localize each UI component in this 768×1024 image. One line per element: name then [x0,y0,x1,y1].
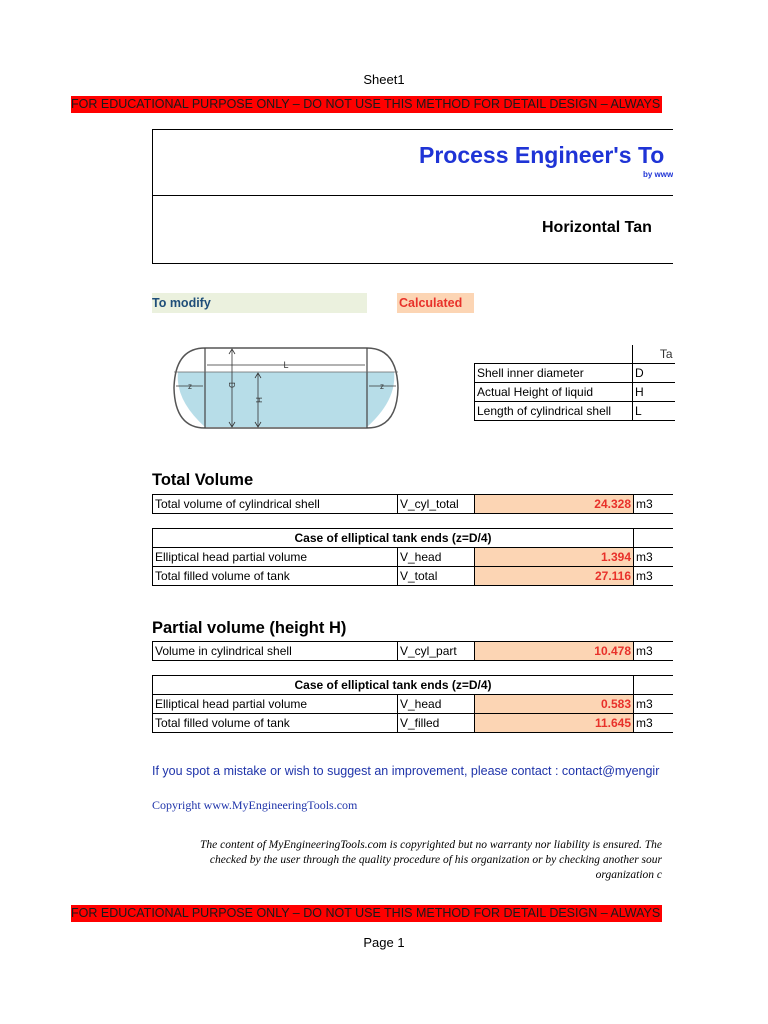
case-header: Case of elliptical tank ends (z=D/4) [153,676,634,695]
disclaimer-line: The content of MyEngineeringTools.com is copyrighted but no warranty nor liability is ensured. The [200,839,662,851]
row-unit: m3 [634,567,673,586]
row-unit: m3 [634,495,673,514]
total-volume-elliptical-table [152,528,673,586]
input-symbol: D [633,364,675,383]
copyright-link[interactable]: Copyright www.MyEngineeringTools.com [152,798,358,812]
row-unit: m3 [634,642,673,661]
input-table [474,345,675,421]
sheet-title: Sheet1 [363,72,405,87]
total-volume-title: Total Volume [152,471,254,489]
page-number: Page 1 [363,935,405,950]
case-header: Case of elliptical tank ends (z=D/4) [153,529,634,548]
app-title: Process Engineer's To [419,142,665,168]
row-name: Volume in cylindrical shell [153,642,398,661]
row-unit: m3 [634,548,673,567]
horizontal-tank-drawing [170,340,400,440]
input-name: Shell inner diameter [475,364,633,383]
sheet-subtitle: Horizontal Tan [542,219,652,236]
row-value: 10.478 [475,642,634,661]
table-row [153,714,673,733]
input-symbol: L [633,402,675,421]
tank-z-right-label: z [380,382,384,391]
header-box [152,129,673,264]
input-table-header: Ta [633,345,675,364]
disclaimer [152,838,662,888]
input-row [475,383,675,402]
row-value: 24.328 [475,495,634,514]
tank-diagram [170,340,400,440]
row-name: Total filled volume of tank [153,714,398,733]
row-value: 0.583 [475,695,634,714]
row-symbol: V_total [398,567,475,586]
table-row [153,695,673,714]
disclaimer-line: checked by the user through the quality procedure of his organization or by checking another sour [209,854,662,866]
partial-volume-title: Partial volume (height H) [152,619,347,637]
total-volume-cyl-table [152,494,673,514]
row-value: 27.116 [475,567,634,586]
partial-volume-elliptical-table [152,675,673,733]
tank-D-label: D [227,382,236,388]
row-symbol: V_filled [398,714,475,733]
row-name: Elliptical head partial volume [153,548,398,567]
legend-calculated: Calculated [397,293,474,313]
app-byline: by www [643,170,673,179]
row-name: Total volume of cylindrical shell [153,495,398,514]
input-symbol: H [633,383,675,402]
row-name: Elliptical head partial volume [153,695,398,714]
header-divider [153,195,673,196]
educational-warning-banner: FOR EDUCATIONAL PURPOSE ONLY – DO NOT USE THIS METHOD FOR DETAIL DESIGN – ALWAYS [71,97,661,111]
partial-volume-cyl-table [152,641,673,661]
input-row [475,402,675,421]
tank-H-label: H [254,397,263,403]
educational-warning-banner-bottom: FOR EDUCATIONAL PURPOSE ONLY – DO NOT USE THIS METHOD FOR DETAIL DESIGN – ALWAYS [71,906,661,920]
tank-z-left-label: z [188,382,192,391]
row-symbol: V_cyl_total [398,495,475,514]
tank-L-label: L [283,360,289,370]
contact-line: If you spot a mistake or wish to suggest an improvement, please contact : contact@myengir [152,764,660,778]
table-row [153,642,673,661]
row-symbol: V_head [398,548,475,567]
row-unit: m3 [634,695,673,714]
row-value: 11.645 [475,714,634,733]
row-name: Total filled volume of tank [153,567,398,586]
input-row [475,364,675,383]
row-unit: m3 [634,714,673,733]
legend-to-modify: To modify [152,293,367,313]
input-name: Length of cylindrical shell [475,402,633,421]
table-row [153,567,673,586]
table-row [153,495,673,514]
row-value: 1.394 [475,548,634,567]
disclaimer-line: organization c [595,869,662,881]
row-symbol: V_head [398,695,475,714]
input-name: Actual Height of liquid [475,383,633,402]
row-symbol: V_cyl_part [398,642,475,661]
table-row [153,548,673,567]
